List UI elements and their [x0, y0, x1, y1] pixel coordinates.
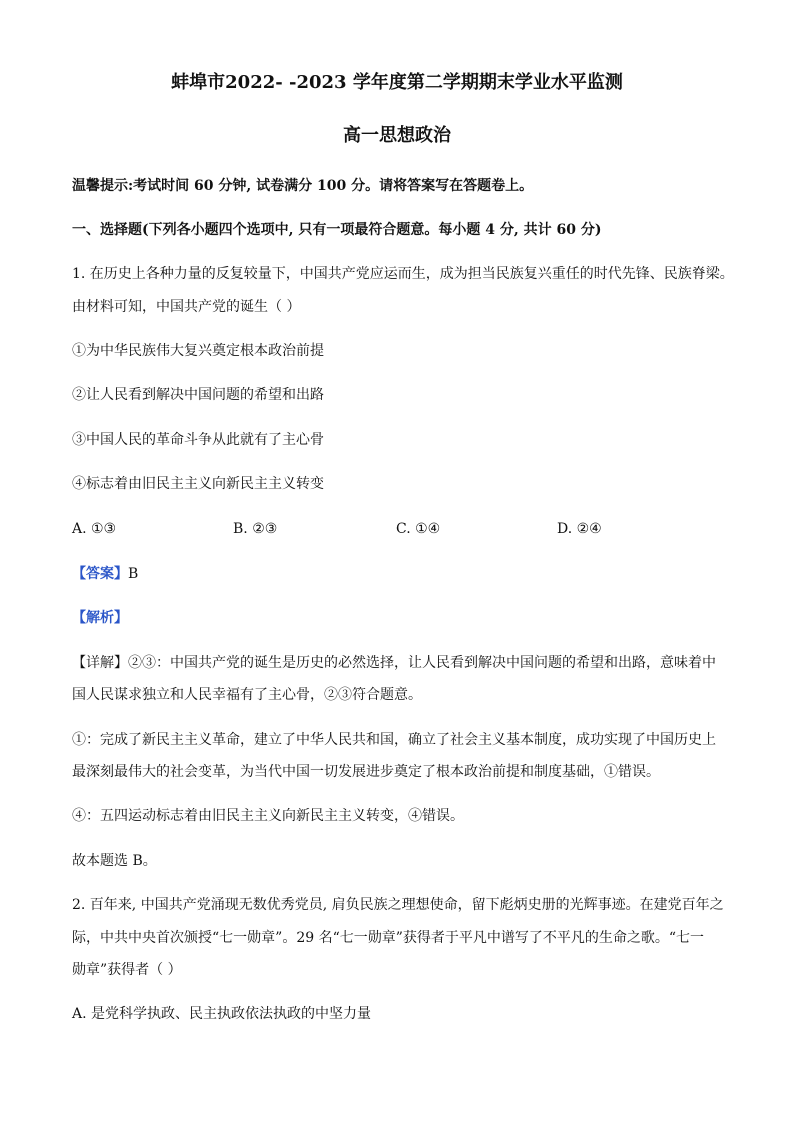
q1-option-a: A. ①③ — [72, 521, 117, 537]
q1-analysis — [72, 609, 736, 627]
q1-conclusion: 故本题选 B。 — [72, 853, 157, 869]
q1-answer — [72, 565, 736, 583]
q1-detail-line2: 国人民谋求独立和人民幸福有了主心骨，②③符合题意。 — [72, 687, 422, 703]
q1-statement-1: ①为中华民族伟大复兴奠定根本政治前提 — [72, 343, 324, 359]
q1-statement-3: ③中国人民的革命斗争从此就有了主心骨 — [72, 432, 324, 448]
q2-option-a: A. 是党科学执政、民主执政依法执政的中坚力量 — [72, 1006, 372, 1022]
q1-stem-line2: 由材料可知，中国共产党的诞生（ ） — [72, 299, 301, 315]
q1-detail-line5: ④：五四运动标志着由旧民主主义向新民主主义转变，④错误。 — [72, 808, 464, 824]
q1-detail-line1 — [72, 654, 736, 672]
q1-stem-line1: 1. 在历史上各种力量的反复较量下，中国共产党应运而生，成为担当民族复兴重任的时代先锋、民族脊梁。 — [72, 266, 734, 282]
q1-option-c: C. ①④ — [396, 521, 441, 537]
page-subtitle: 高一思想政治 — [343, 125, 451, 146]
q1-detail-line3: ①：完成了新民主主义革命，建立了中华人民共和国，确立了社会主义基本制度，成功实现了中国历史上 — [72, 732, 716, 748]
q1-statement-4: ④标志着由旧民主主义向新民主主义转变 — [72, 476, 324, 492]
detail-text: ②③：中国共产党的诞生是历史的必然选择，让人民看到解决中国问题的希望和出路，意味着中 — [128, 655, 716, 671]
analysis-label: 【解析】 — [72, 610, 128, 626]
detail-label: 【详解】 — [72, 655, 128, 671]
q2-stem-line3: 勋章”获得者（ ） — [72, 962, 182, 978]
q1-detail-line4: 最深刻最伟大的社会变革，为当代中国一切发展进步奠定了根本政治前提和制度基础，①错误。 — [72, 764, 660, 780]
section-heading: 一、选择题(下列各小题四个选项中, 只有一项最符合题意。每小题 4 分, 共计 60 分) — [72, 222, 602, 238]
q1-statement-2: ②让人民看到解决中国问题的希望和出路 — [72, 387, 324, 403]
exam-notice: 温馨提示:考试时间 60 分钟, 试卷满分 100 分。请将答案写在答题卷上。 — [72, 178, 534, 194]
page-title: 蚌埠市2022- -2023 学年度第二学期期末学业水平监测 — [171, 72, 623, 93]
q1-option-b: B. ②③ — [233, 521, 278, 537]
q2-stem-line1: 2. 百年来, 中国共产党涌现无数优秀党员, 肩负民族之理想使命，留下彪炳史册的光辉事迹。在建党百年之 — [72, 897, 724, 913]
answer-label: 【答案】 — [72, 566, 128, 582]
answer-value: B — [128, 566, 139, 582]
q1-option-d: D. ②④ — [557, 521, 602, 537]
q2-stem-line2: 际，中共中央首次颁授“七一勋章”。29 名“七一勋章”获得者于平凡中谱写了不平凡的生命之歌。“七一 — [72, 930, 705, 946]
